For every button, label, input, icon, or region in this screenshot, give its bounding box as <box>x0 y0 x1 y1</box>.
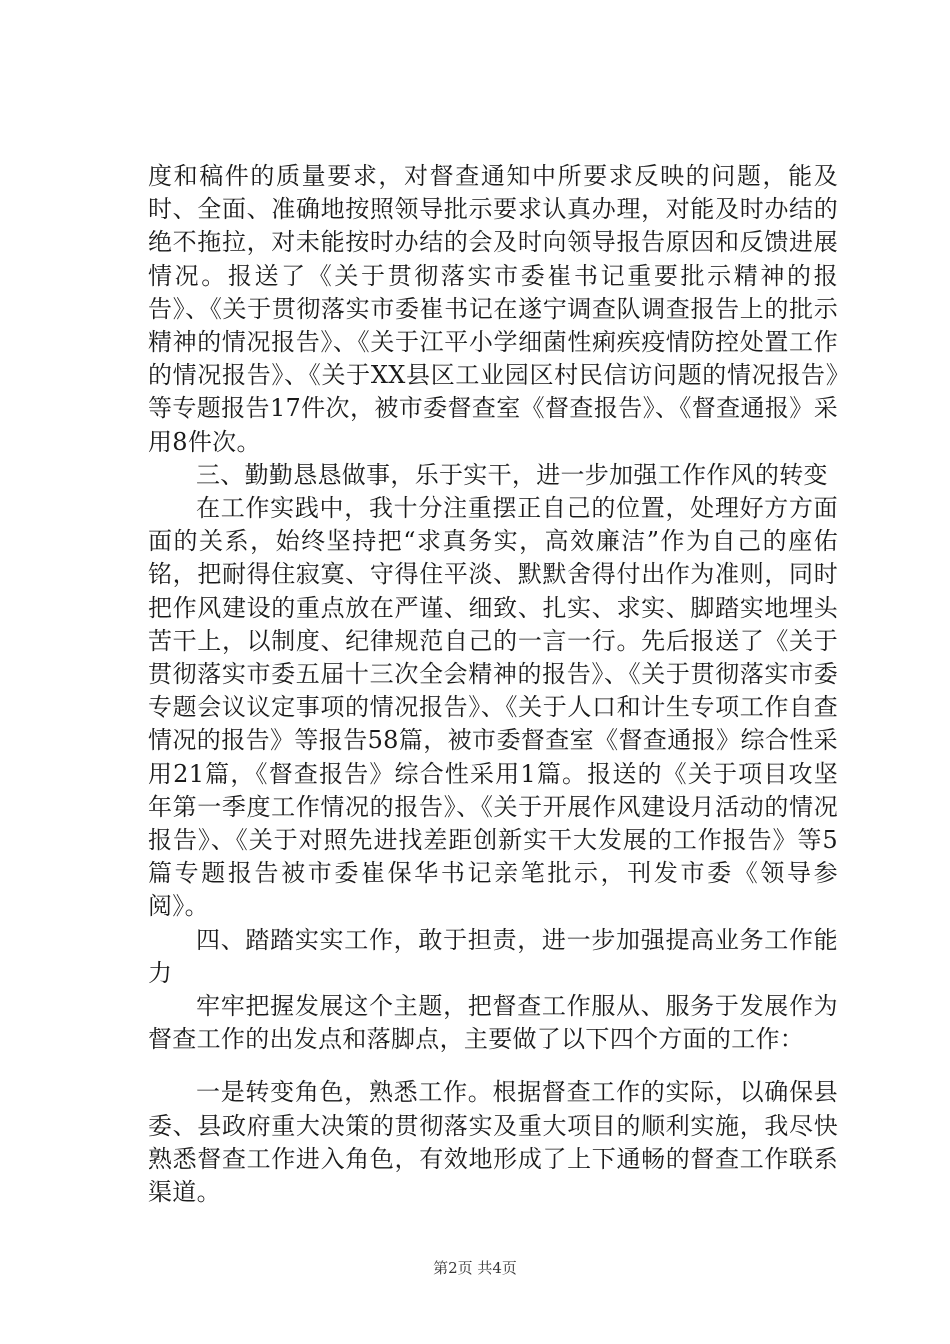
paragraph-aspect-one: 一是转变角色，熟悉工作。根据督查工作的实际，以确保县委、县政府重大决策的贯彻落实及重大项目的顺利实施，我尽快熟悉督查工作进入角色，有效地形成了上下通畅的督查工作联系渠道。 <box>148 1078 838 1207</box>
paragraph-continuation: 度和稿件的质量要求，对督查通知中所要求反映的问题，能及时、全面、准确地按照领导批示要求认真办理，对能及时办结的绝不拖拉，对未能按时办结的会及时向领导报告原因和反馈进展情况。报送了《关于贯彻落实市委崔书记重要批示精神的报告》、《关于贯彻落实市委崔书记在遂宁调查队调查报告上的批示精神的情况报告》、《关于江平小学细菌性痢疾疫情防控处置工作的情况报告》、《关于XX县区工业园区村民信访问题的情况报告》等专题报告17件次，被市委督查室《督查报告》、《督查通报》采用8件次。 <box>148 162 838 456</box>
paragraph-work-style: 在工作实践中，我十分注重摆正自己的位置，处理好方方面面的关系，始终坚持把“求真务实，高效廉洁”作为自己的座佑铭，把耐得住寂寞、守得住平淡、默默舍得付出作为准则，同时把作风建设的重点放在严谨、细致、扎实、求实、脚踏实地埋头苦干上，以制度、纪律规范自己的一言一行。先后报送了《关于贯彻落实市委五届十三次全会精神的报告》、《关于贯彻落实市委专题会议议定事项的情况报告》、《关于人口和计生专项工作自查情况的报告》等报告58篇，被市委督查室《督查通报》综合性采用21篇，《督查报告》综合性采用1篇。报送的《关于项目攻坚年第一季度工作情况的报告》、《关于开展作风建设月活动的情况报告》、《关于对照先进找差距创新实干大发展的工作报告》等5篇专题报告被市委崔保华书记亲笔批示，刊发市委《领导参阅》。 <box>148 494 838 921</box>
page-footer: 第2页 共4页 <box>433 1259 517 1277</box>
section-heading-3: 三、勤勤恳恳做事，乐于实干，进一步加强工作作风的转变 <box>196 460 828 489</box>
section-heading-4: 四、踏踏实实工作，敢于担责，进一步加强提高业务工作能力 <box>148 925 838 987</box>
document-body <box>148 160 838 1209</box>
paragraph-intro-four-aspects: 牢牢把握发展这个主题，把督查工作服从、服务于发展作为督查工作的出发点和落脚点，主要做了以下四个方面的工作： <box>148 992 838 1054</box>
